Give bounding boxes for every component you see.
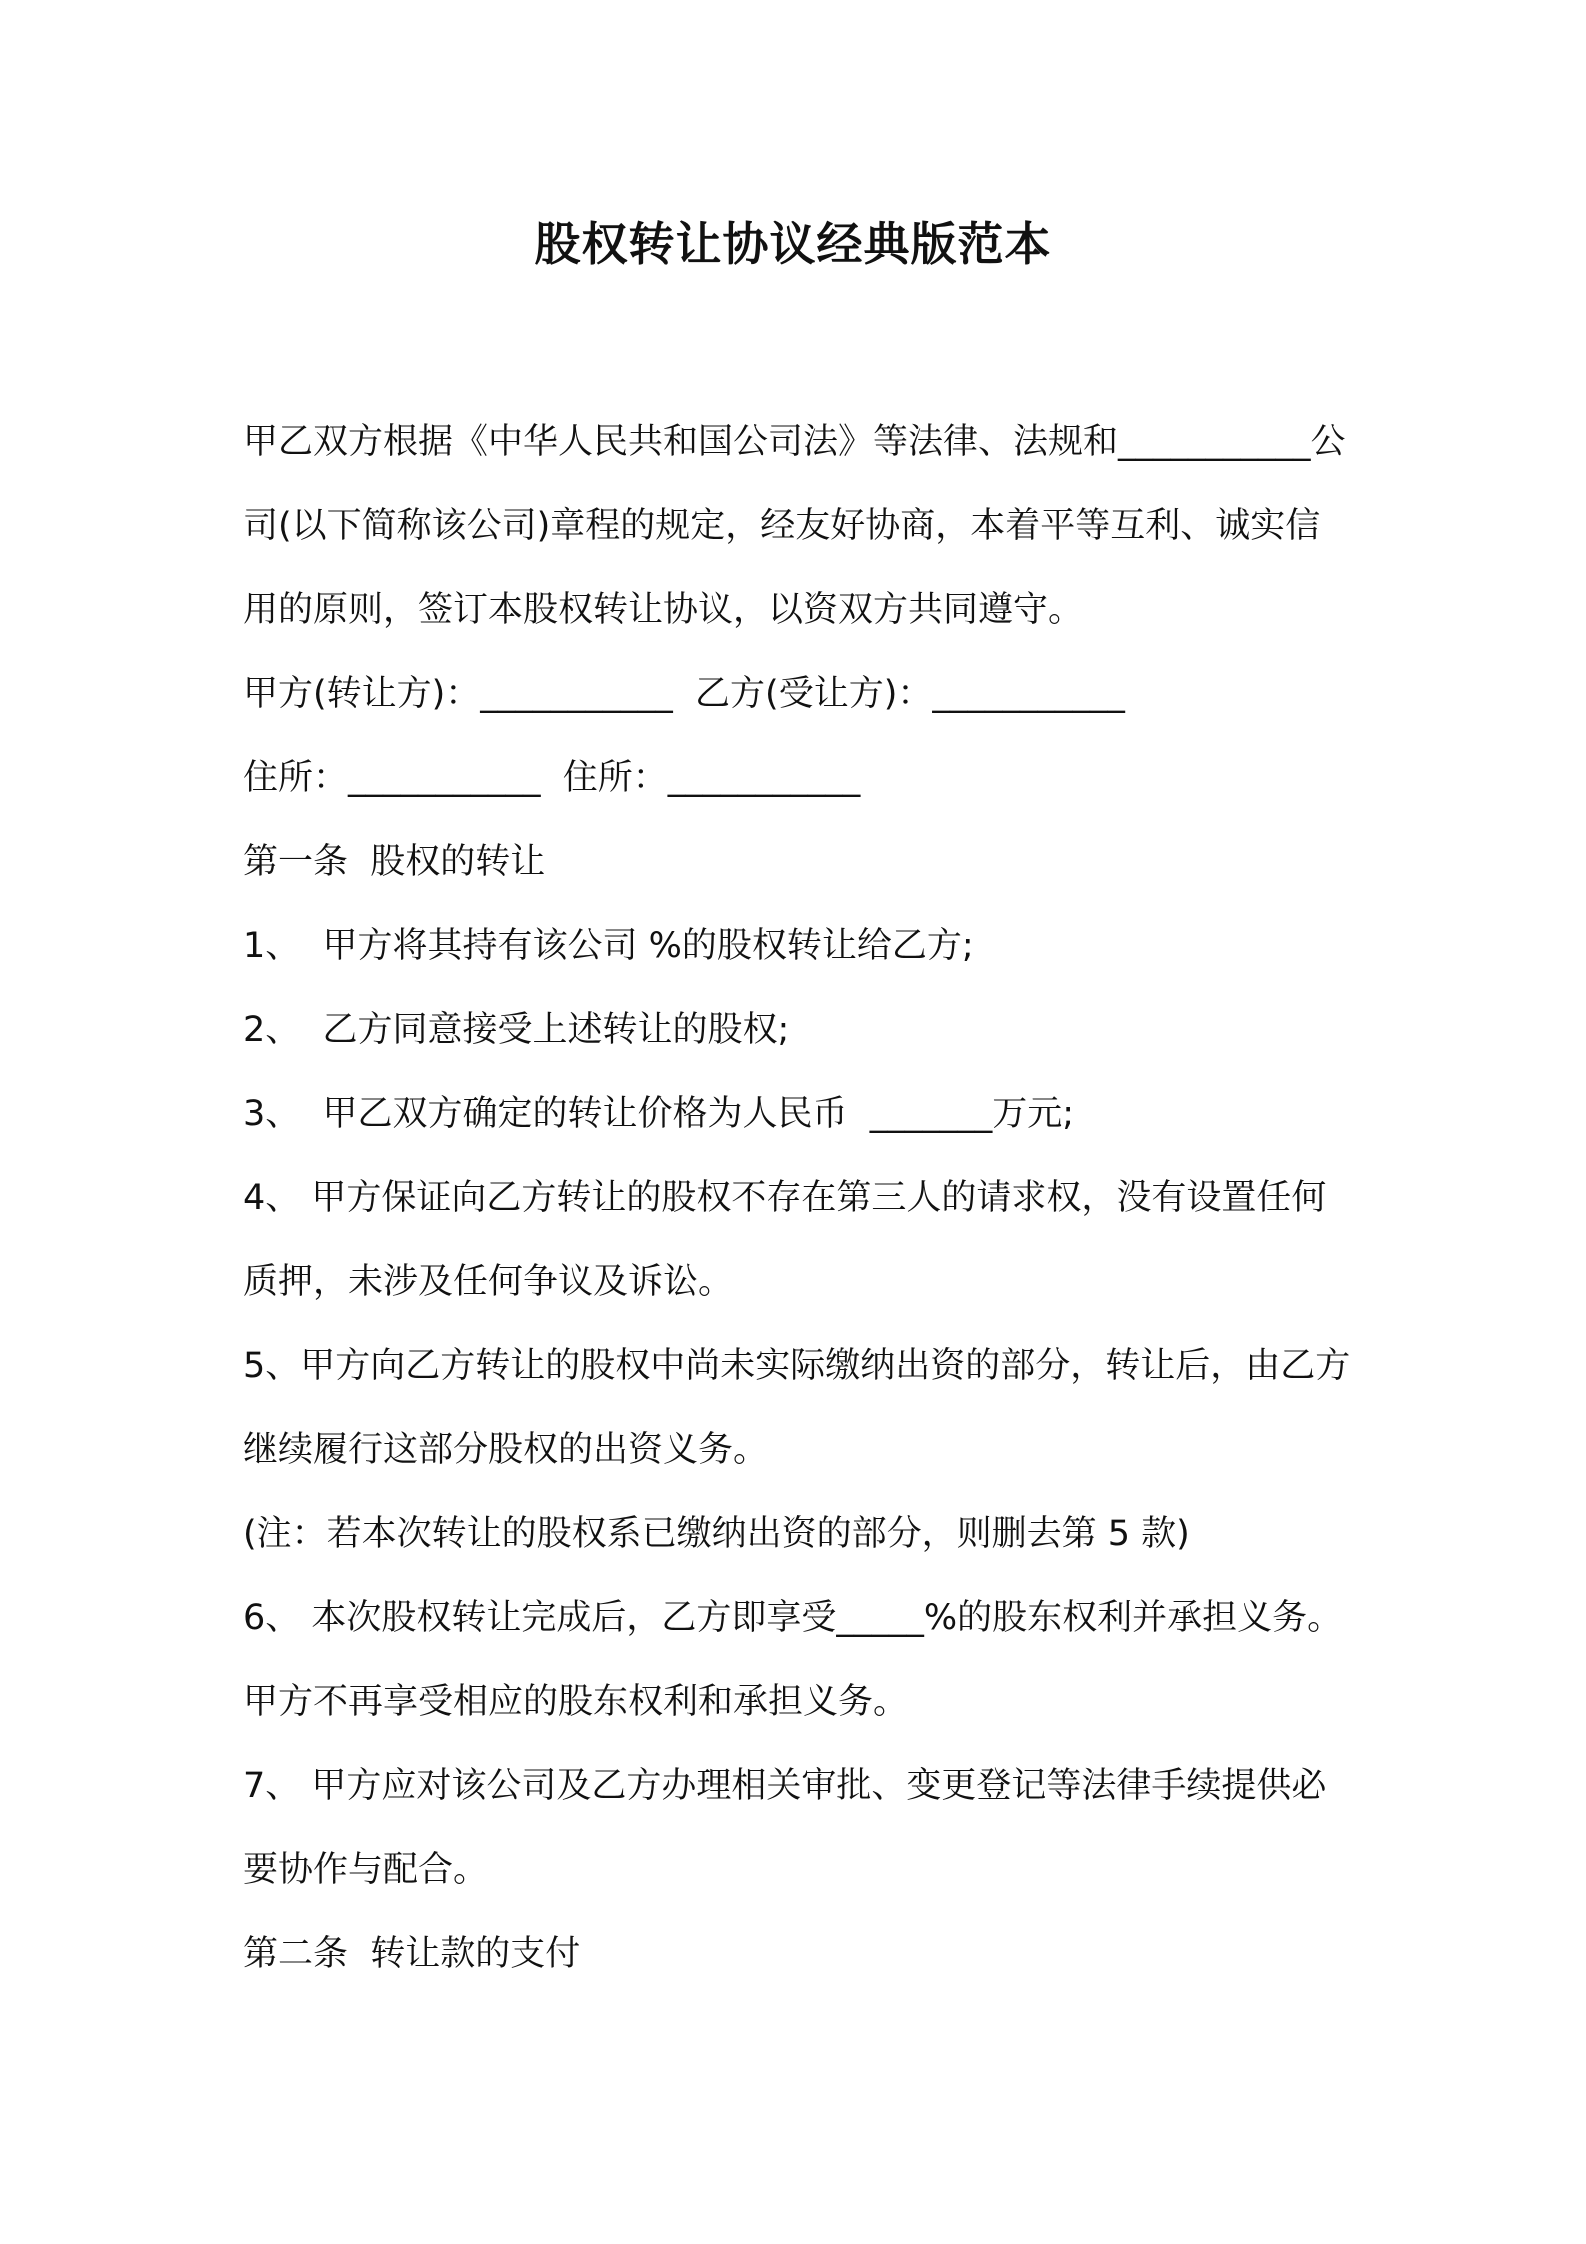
article-1-heading: 第一条 股权的转让 — [243, 842, 546, 882]
parties-line: 甲方(转让方)：___________ 乙方(受让方)：___________ — [243, 674, 1125, 714]
article-1-item-4: 4、 甲方保证向乙方转让的股权不存在第三人的请求权，没有设置任何质押，未涉及任何争议及诉讼。 — [243, 1178, 1327, 1302]
document-title: 股权转让协议经典版范本 — [534, 217, 1052, 271]
article-1-item-7: 7、 甲方应对该公司及乙方办理相关审批、变更登记等法律手续提供必要协作与配合。 — [243, 1766, 1327, 1890]
article-2-heading: 第二条 转让款的支付 — [243, 1934, 581, 1974]
article-1-item-5: 5、甲方向乙方转让的股权中尚未实际缴纳出资的部分，转让后，由乙方继续履行这部分股权的出资义务。 — [243, 1346, 1351, 1470]
article-1-item-3: 3、 甲乙双方确定的转让价格为人民币 _______万元; — [243, 1094, 1075, 1134]
address-line: 住所：___________ 住所：___________ — [243, 758, 861, 798]
article-1-item-2: 2、 乙方同意接受上述转让的股权; — [243, 1010, 790, 1050]
article-1-item-6: 6、 本次股权转让完成后，乙方即享受_____%的股东权利并承担义务。甲方不再享受相应的股东权利和承担义务。 — [243, 1598, 1343, 1722]
article-1-note: (注：若本次转让的股权系已缴纳出资的部分，则删去第 5 款) — [243, 1514, 1190, 1554]
article-1-item-1: 1、 甲方将其持有该公司 %的股权转让给乙方; — [243, 926, 974, 966]
document-body — [243, 400, 1353, 1996]
intro-paragraph: 甲乙双方根据《中华人民共和国公司法》等法律、法规和___________公司(以下简称该公司)章程的规定，经友好协商，本着平等互利、诚实信用的原则，签订本股权转让协议，以资双方共同遵守。 — [243, 422, 1346, 630]
